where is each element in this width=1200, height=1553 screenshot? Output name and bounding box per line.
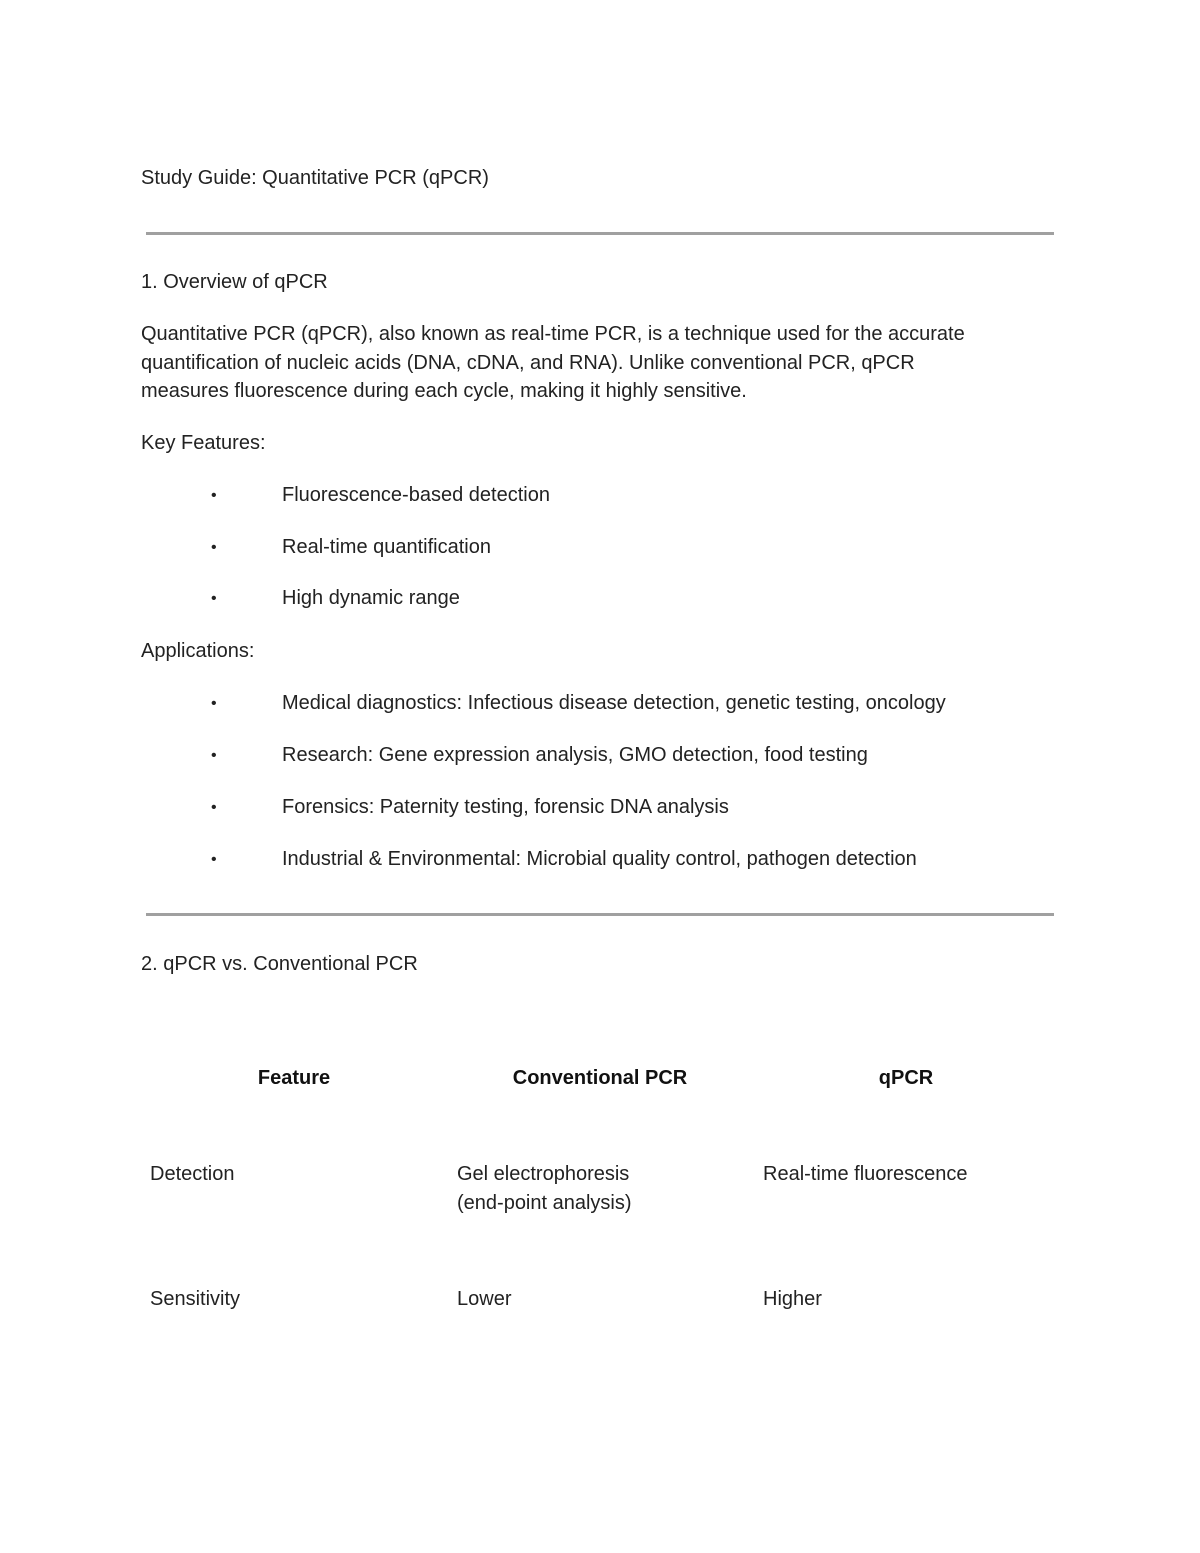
table-cell-feature: Sensitivity	[150, 1288, 241, 1310]
key-feature-item: Real-time quantification	[282, 536, 491, 558]
application-item: Medical diagnostics: Infectious disease detection, genetic testing, oncology	[282, 692, 946, 714]
table-header-conventional: Conventional PCR	[512, 1067, 688, 1089]
cell-line: Gel electrophoresis	[457, 1163, 630, 1185]
application-item: Industrial & Environmental: Microbial quality control, pathogen detection	[282, 848, 917, 870]
cell-line: Lower	[457, 1288, 512, 1310]
overview-line-3: measures fluorescence during each cycle, making it highly sensitive.	[141, 380, 747, 402]
application-item: Research: Gene expression analysis, GMO detection, food testing	[282, 744, 868, 766]
bullet-icon: •	[211, 487, 217, 504]
applications-label: Applications:	[141, 640, 255, 662]
table-header-feature: Feature	[257, 1067, 331, 1089]
bullet-icon: •	[211, 590, 217, 607]
section-1-heading: 1. Overview of qPCR	[141, 271, 328, 293]
bullet-icon: •	[211, 851, 217, 868]
key-feature-item: Fluorescence-based detection	[282, 484, 550, 506]
bullet-icon: •	[211, 539, 217, 556]
table-header-qpcr: qPCR	[878, 1067, 934, 1089]
bullet-icon: •	[211, 747, 217, 764]
table-cell-conventional	[457, 1160, 632, 1217]
overview-line-1: Quantitative PCR (qPCR), also known as real-time PCR, is a technique used for the accurate	[141, 323, 965, 345]
section-2-heading: 2. qPCR vs. Conventional PCR	[141, 953, 418, 975]
document-title: Study Guide: Quantitative PCR (qPCR)	[141, 167, 489, 189]
bullet-icon: •	[211, 799, 217, 816]
key-feature-item: High dynamic range	[282, 587, 460, 609]
table-cell-qpcr: Higher	[763, 1288, 822, 1310]
divider-1	[146, 232, 1054, 235]
table-cell-feature: Detection	[150, 1163, 235, 1185]
application-item: Forensics: Paternity testing, forensic DNA analysis	[282, 796, 729, 818]
cell-line: (end-point analysis)	[457, 1191, 632, 1214]
overview-paragraph	[141, 320, 1061, 406]
divider-2	[146, 913, 1054, 916]
table-cell-conventional	[457, 1285, 511, 1314]
key-features-label: Key Features:	[141, 432, 266, 454]
table-cell-qpcr: Real-time fluorescence	[763, 1163, 968, 1185]
overview-line-2: quantification of nucleic acids (DNA, cDNA, and RNA). Unlike conventional PCR, qPCR	[141, 351, 915, 374]
bullet-icon: •	[211, 695, 217, 712]
